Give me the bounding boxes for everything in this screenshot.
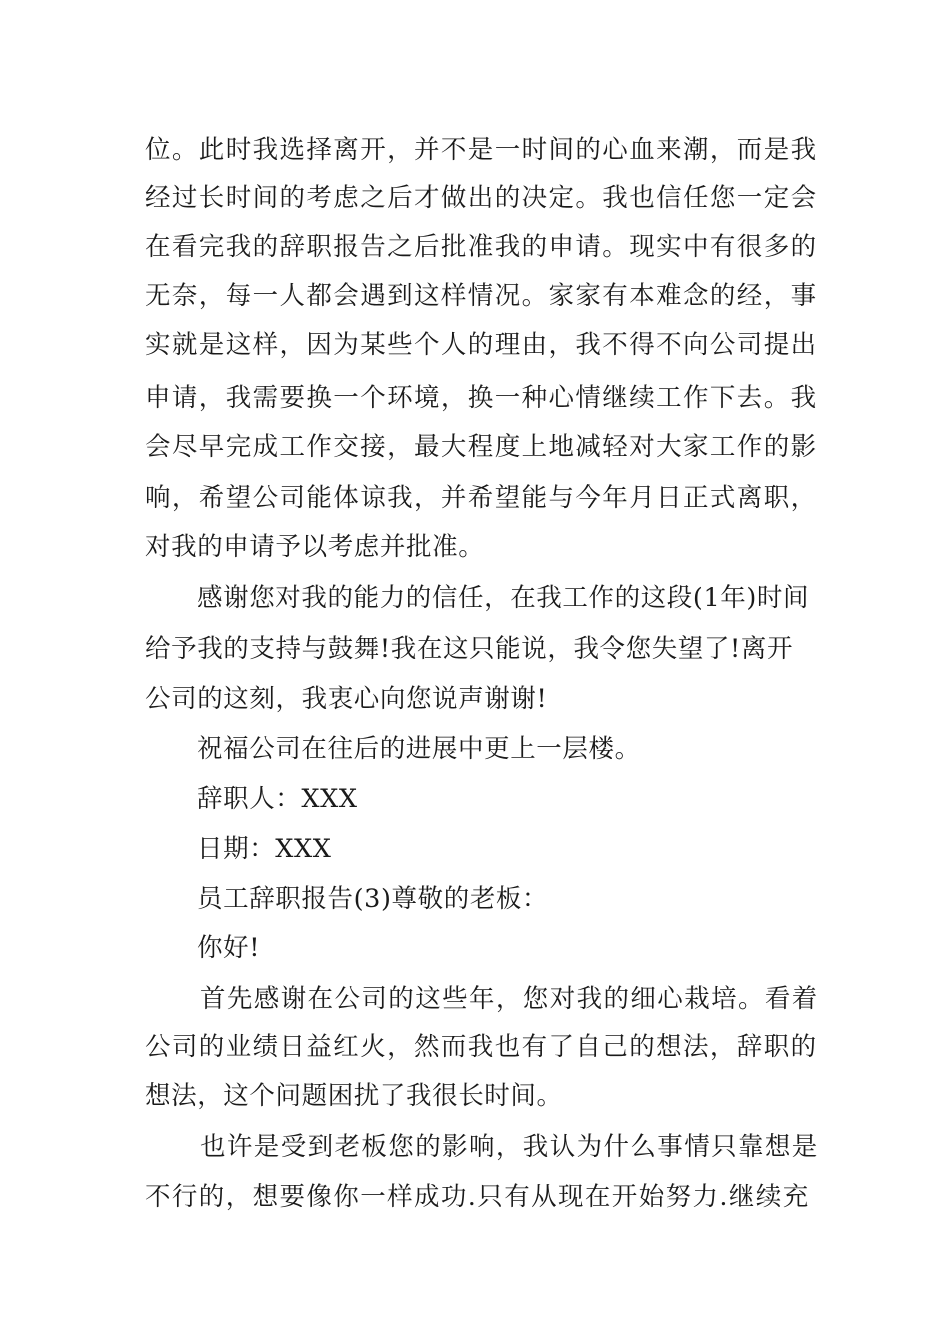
body-line: 公司的这刻，我衷心向您说声谢谢! <box>145 684 548 714</box>
body-line: 对我的申请予以考虑并批准。 <box>145 532 485 562</box>
signature-name: 辞职人：XXX <box>197 784 358 814</box>
body-line: 响，希望公司能体谅我，并希望能与今年月日正式离职， <box>145 483 818 513</box>
signature-date: 日期：XXX <box>197 834 332 864</box>
body-line: 会尽早完成工作交接，最大程度上地减轻对大家工作的影 <box>145 432 818 462</box>
paragraph-start-line: 感谢您对我的能力的信任，在我工作的这段(1年)时间 <box>197 583 810 613</box>
body-line: 给予我的支持与鼓舞!我在这只能说，我令您失望了!离开 <box>145 634 794 664</box>
greeting: 你好! <box>197 933 261 963</box>
body-line: 不行的，想要像你一样成功.只有从现在开始努力.继续充 <box>145 1182 810 1212</box>
paragraph-start-line: 也许是受到老板您的影响，我认为什么事情只靠想是 <box>200 1132 819 1162</box>
body-line: 位。此时我选择离开，并不是一时间的心血来潮，而是我 <box>145 135 818 165</box>
paragraph-start-line: 首先感谢在公司的这些年，您对我的细心栽培。看着 <box>200 984 819 1014</box>
body-line: 在看完我的辞职报告之后批准我的申请。现实中有很多的 <box>145 232 818 262</box>
body-line: 经过长时间的考虑之后才做出的决定。我也信任您一定会 <box>145 183 818 213</box>
closing-wish: 祝福公司在往后的进展中更上一层楼。 <box>197 734 641 764</box>
body-line: 想法，这个问题困扰了我很长时间。 <box>145 1081 563 1111</box>
body-line: 实就是这样，因为某些个人的理由，我不得不向公司提出 <box>145 330 818 360</box>
section-heading: 员工辞职报告(3)尊敬的老板： <box>197 884 549 914</box>
body-line: 无奈，每一人都会遇到这样情况。家家有本难念的经，事 <box>145 281 818 311</box>
body-line: 公司的业绩日益红火，然而我也有了自己的想法，辞职的 <box>145 1032 818 1062</box>
body-line: 申请，我需要换一个环境，换一种心情继续工作下去。我 <box>145 383 818 413</box>
